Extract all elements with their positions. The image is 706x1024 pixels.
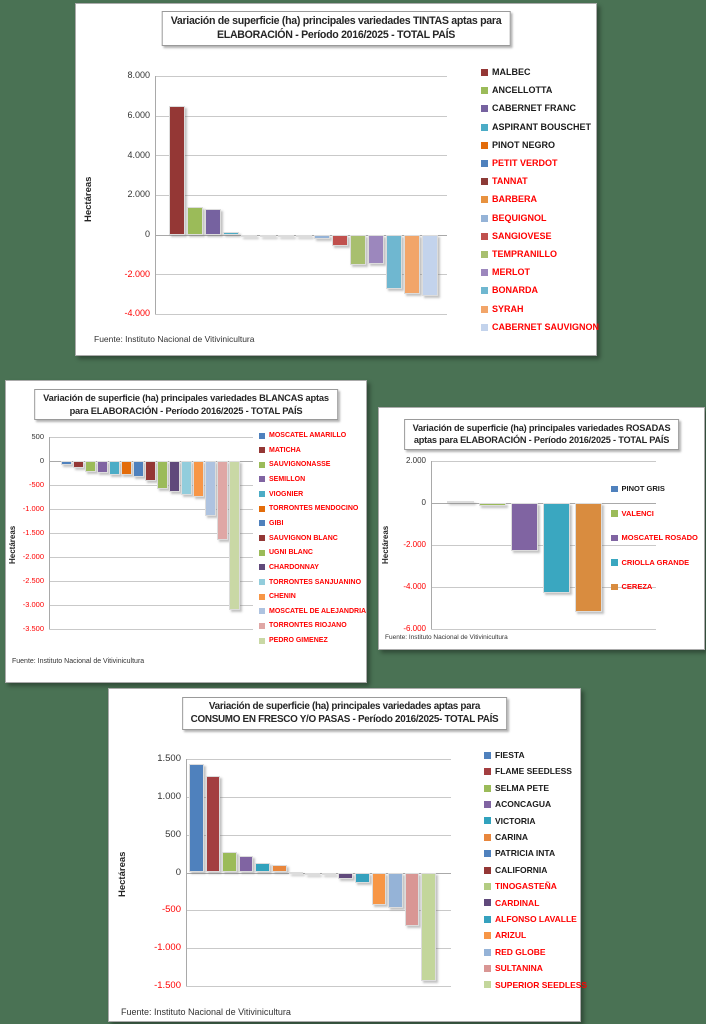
legend-item-merlot — [481, 268, 530, 277]
y-axis-line — [186, 759, 187, 986]
legend-label: PINOT NEGRO — [492, 139, 556, 150]
bar-sauvignon-blanc — [145, 461, 156, 481]
legend-swatch-icon — [611, 584, 618, 591]
legend-item-semillon — [259, 476, 305, 483]
legend-swatch-icon — [484, 949, 491, 956]
y-tick-label: 500 — [165, 828, 181, 840]
legend-label: PETIT VERDOT — [492, 158, 558, 168]
legend-swatch-icon — [484, 916, 491, 923]
chart-panel-blancas — [5, 380, 367, 683]
bar-gibi — [133, 461, 144, 477]
legend-label: VIOGNIER — [269, 490, 304, 498]
legend-item-california — [484, 866, 547, 875]
legend-label: MOSCATEL AMARILLO — [269, 432, 347, 439]
legend-swatch-icon — [259, 564, 265, 570]
bar-moscatel-amarillo — [61, 461, 72, 465]
bar-aspirant-bouschet — [223, 232, 239, 235]
gridline — [186, 986, 451, 987]
legend-swatch-icon — [481, 178, 488, 185]
y-axis-title: Hectáreas — [8, 525, 17, 564]
legend-label: MOSCATEL DE ALEJANDRIA — [269, 607, 367, 615]
legend-label: SAUVIGNONASSE — [269, 461, 331, 469]
legend-swatch-icon — [481, 269, 488, 276]
legend-label: TEMPRANILLO — [492, 249, 557, 259]
gridline — [186, 948, 451, 949]
gridline — [155, 155, 447, 156]
bar-sangiovese — [332, 235, 348, 246]
legend-swatch-icon — [259, 520, 265, 526]
legend-swatch-icon — [484, 965, 491, 972]
y-tick-label: 2.000 — [405, 456, 426, 466]
legend-label: ANCELLOTTA — [492, 85, 553, 96]
chart-title-line: para ELABORACIÓN - Período 2016/2025 - TOTAL PAÍS — [69, 405, 303, 416]
legend-item-pedro-gimenez — [259, 637, 328, 644]
legend-swatch-icon — [259, 608, 265, 614]
legend-swatch-icon — [481, 196, 488, 203]
y-tick-label: -2.000 — [22, 552, 44, 562]
chart-title — [404, 419, 680, 450]
legend-label: CHARDONNAY — [269, 563, 319, 571]
legend-item-pinot-gris — [611, 485, 665, 493]
chart-title — [182, 697, 508, 730]
bar-sauvignonasse — [85, 461, 96, 472]
legend-swatch-icon — [259, 506, 265, 512]
legend-swatch-icon — [611, 535, 618, 542]
bar-syrah — [404, 235, 420, 295]
legend-item-flame-seedless — [484, 767, 572, 776]
legend-item-sauvignon-blanc — [259, 535, 338, 542]
legend-label: SUPERIOR SEEDLESS — [495, 979, 588, 990]
legend-item-petit-verdot — [481, 159, 558, 168]
legend-swatch-icon — [484, 867, 491, 874]
gridline — [49, 557, 253, 558]
gridline — [49, 629, 253, 630]
legend-label: ARIZUL — [495, 930, 527, 941]
legend-swatch-icon — [484, 899, 491, 906]
legend-swatch-icon — [259, 491, 265, 497]
bar-tinogasteña — [322, 873, 337, 875]
legend-item-red-globe — [484, 948, 546, 957]
gridline — [155, 195, 447, 196]
legend-item-moscatel-amarillo — [259, 432, 346, 439]
legend-swatch-icon — [611, 559, 618, 566]
chart-title-line: aptas para ELABORACIÓN - Período 2016/2025 - TOTAL PAÍS — [413, 435, 670, 446]
y-tick-label: -3.500 — [22, 624, 44, 634]
legend-item-bonarda — [481, 286, 538, 295]
gridline — [431, 629, 656, 630]
y-tick-label: -500 — [28, 480, 44, 490]
y-tick-label: -6.000 — [403, 624, 426, 634]
legend-swatch-icon — [259, 462, 265, 468]
source-note: Fuente: Instituto Nacional de Vitivinicultura — [12, 658, 145, 665]
legend-item-tinogasteña — [484, 882, 557, 891]
y-tick-label: 0 — [39, 456, 44, 466]
legend-item-aspirant-bouschet — [481, 123, 591, 132]
y-axis-line — [49, 437, 50, 629]
gridline — [155, 314, 447, 315]
legend-item-moscatel-de-alejandria — [259, 608, 366, 615]
bar-merlot — [368, 235, 384, 265]
y-tick-label: 6.000 — [127, 110, 150, 121]
legend-item-cabernet-franc — [481, 104, 576, 113]
chart-title-line: CONSUMO EN FRESCO Y/O PASAS - Período 2016/2025- TOTAL PAÍS — [190, 714, 499, 726]
legend-swatch-icon — [484, 801, 491, 808]
chart-panel-consumo — [108, 688, 588, 1022]
y-tick-label: -4.000 — [124, 308, 150, 319]
legend-label: MALBEC — [492, 67, 531, 77]
bar-sultanina — [405, 873, 420, 926]
gridline — [186, 835, 451, 836]
legend-label: TORRONTES SANJUANINO — [269, 578, 362, 586]
legend-swatch-icon — [481, 160, 488, 167]
bar-cereza — [575, 503, 602, 612]
bar-carina — [272, 865, 287, 873]
bar-criolla-grande — [543, 503, 570, 593]
legend-label: ACONCAGUA — [495, 799, 552, 810]
legend-label: CARINA — [495, 832, 529, 842]
bar-pinot-gris — [447, 501, 474, 503]
chart-panel-tintas — [75, 3, 600, 356]
legend-swatch-icon — [259, 535, 265, 541]
y-tick-label: -1.500 — [154, 980, 181, 992]
bar-torrontes-riojano — [217, 461, 228, 540]
legend-label: CEREZA — [621, 582, 653, 591]
legend-swatch-icon — [481, 233, 488, 240]
legend-item-torrontes-riojano — [259, 622, 347, 629]
legend-item-malbec — [481, 68, 531, 77]
y-tick-label: -1.000 — [154, 942, 181, 954]
legend-label: BEQUIGNOL — [492, 212, 547, 223]
legend-item-carina — [484, 833, 528, 842]
legend-item-sangiovese — [481, 232, 552, 241]
legend-item-moscatel-rosado — [611, 534, 698, 542]
legend-item-barbera — [481, 195, 537, 204]
legend-item-cabernet-sauvignon — [481, 323, 599, 332]
legend-label: CRIOLLA GRANDE — [621, 557, 690, 567]
gridline — [186, 759, 451, 760]
legend-label: BARBERA — [492, 194, 537, 205]
legend-label: TANNAT — [492, 176, 528, 187]
legend-label: SYRAH — [492, 303, 524, 314]
bar-pinot-negro — [241, 235, 257, 237]
legend-swatch-icon — [259, 433, 265, 439]
source-note: Fuente: Instituto Nacional de Vitivinicultura — [94, 334, 255, 344]
bar-superior-seedless — [421, 873, 436, 981]
legend-label: ALFONSO LAVALLE — [495, 914, 577, 924]
chart-title-line: Variación de superficie (ha) principales variedades BLANCAS aptas — [43, 393, 329, 403]
bar-valenci — [479, 503, 506, 506]
chart-title-line: Variación de superficie (ha) principales variedades aptas para — [208, 701, 481, 712]
legend-swatch-icon — [484, 850, 491, 857]
gridline — [49, 581, 253, 582]
legend-item-valenci — [611, 510, 654, 518]
gridline — [155, 116, 447, 117]
legend-swatch-icon — [481, 124, 488, 131]
bar-flame-seedless — [206, 776, 221, 872]
legend-item-alfonso-lavalle — [484, 915, 577, 924]
legend-item-selma-pete — [484, 784, 549, 793]
legend-label: PINOT GRIS — [621, 484, 665, 493]
legend-swatch-icon — [611, 510, 618, 517]
legend-item-patricia-inta — [484, 849, 555, 858]
legend-item-ugni-blanc — [259, 549, 313, 556]
legend-item-maticha — [259, 447, 301, 454]
y-tick-label: 0 — [421, 498, 426, 508]
bar-california — [305, 873, 320, 875]
legend-swatch-icon — [481, 105, 488, 112]
legend-item-bequignol — [481, 214, 547, 223]
legend-label: SEMILLON — [269, 475, 306, 483]
bar-moscatel-rosado — [511, 503, 538, 551]
bar-red-globe — [388, 873, 403, 909]
y-tick-label: -1.500 — [22, 528, 44, 538]
y-tick-label: -2.000 — [124, 268, 150, 279]
bar-chenin — [193, 461, 204, 497]
bar-semillon — [97, 461, 108, 473]
legend-item-sauvignonasse — [259, 461, 330, 468]
bar-tempranillo — [350, 235, 366, 266]
legend-item-sultanina — [484, 964, 543, 973]
bar-patricia-inta — [289, 872, 304, 874]
legend-swatch-icon — [259, 447, 265, 453]
bar-chardonnay — [169, 461, 180, 492]
legend-swatch-icon — [484, 932, 491, 939]
legend-label: CARDINAL — [495, 897, 540, 908]
y-tick-label: 0 — [175, 866, 181, 878]
legend-swatch-icon — [259, 550, 265, 556]
y-tick-label: -1.000 — [22, 504, 44, 514]
legend-swatch-icon — [484, 785, 491, 792]
legend-swatch-icon — [259, 594, 265, 600]
gridline — [186, 797, 451, 798]
legend-label: MATICHA — [269, 446, 301, 454]
chart-panel-rosadas — [378, 407, 705, 650]
bar-alfonso-lavalle — [355, 873, 370, 884]
legend-label: PEDRO GIMENEZ — [269, 637, 328, 645]
bar-selma-pete — [222, 852, 237, 872]
legend-item-cardinal — [484, 899, 539, 908]
legend-item-chenin — [259, 593, 296, 600]
legend-label: TORRONTES RIOJANO — [269, 622, 347, 630]
y-axis-line — [431, 461, 432, 629]
legend-label: CABERNET FRANC — [492, 103, 576, 114]
bar-arizul — [372, 873, 387, 906]
legend-swatch-icon — [484, 768, 491, 775]
bar-bequignol — [314, 235, 330, 239]
bar-pedro-gimenez — [229, 461, 240, 610]
legend-item-tempranillo — [481, 250, 557, 259]
y-axis-line — [155, 76, 156, 314]
legend-swatch-icon — [484, 834, 491, 841]
legend-swatch-icon — [481, 324, 488, 331]
legend-label: CABERNET SAUVIGNON — [492, 321, 600, 332]
bar-viognier — [109, 461, 120, 475]
legend-swatch-icon — [481, 215, 488, 222]
legend-label: CHENIN — [269, 593, 296, 601]
gridline — [49, 437, 253, 438]
bar-moscatel-de-alejandria — [205, 461, 216, 516]
legend-swatch-icon — [481, 306, 488, 313]
bar-cabernet-sauvignon — [422, 235, 438, 297]
legend-item-syrah — [481, 305, 524, 314]
bar-bonarda — [386, 235, 402, 290]
legend-item-aconcagua — [484, 800, 551, 809]
bar-victoria — [255, 863, 270, 872]
legend-item-chardonnay — [259, 564, 319, 571]
gridline — [155, 274, 447, 275]
legend-label: SULTANINA — [495, 963, 543, 974]
gridline — [431, 461, 656, 462]
legend-item-victoria — [484, 817, 535, 826]
legend-swatch-icon — [481, 287, 488, 294]
bar-fiesta — [189, 764, 204, 872]
legend-item-fiesta — [484, 751, 525, 760]
legend-swatch-icon — [259, 476, 265, 482]
legend-label: FIESTA — [495, 750, 525, 760]
legend-item-cereza — [611, 583, 652, 591]
bar-cardinal — [338, 873, 353, 880]
legend-item-viognier — [259, 491, 303, 498]
legend-item-torrontes-mendocino — [259, 505, 358, 512]
legend-label: RED GLOBE — [495, 946, 546, 957]
legend-swatch-icon — [484, 817, 491, 824]
legend-swatch-icon — [484, 752, 491, 759]
legend-swatch-icon — [259, 623, 265, 629]
gridline — [155, 76, 447, 77]
legend-item-torrontes-sanjuanino — [259, 579, 361, 586]
y-tick-label: -4.000 — [403, 582, 426, 592]
legend-swatch-icon — [481, 69, 488, 76]
y-tick-label: -2.500 — [22, 576, 44, 586]
legend-label: FLAME SEEDLESS — [495, 766, 572, 777]
source-note: Fuente: Instituto Nacional de Vitivinicultura — [385, 634, 508, 641]
bar-cabernet-franc — [205, 209, 221, 235]
legend-label: SAUVIGNON BLANC — [269, 534, 338, 542]
legend-item-tannat — [481, 177, 528, 186]
bar-barbera — [296, 235, 312, 238]
bar-maticha — [73, 461, 84, 468]
chart-title-line: Variación de superficie (ha) principales variedades TINTAS aptas para — [170, 15, 502, 27]
legend-label: GIBI — [269, 519, 284, 527]
y-tick-label: -3.000 — [22, 600, 44, 610]
legend-label: TINOGASTEÑA — [495, 881, 557, 892]
y-tick-label: -500 — [161, 904, 181, 916]
bar-torrontes-sanjuanino — [181, 461, 192, 495]
legend-item-gibi — [259, 520, 283, 527]
chart-title-line: ELABORACIÓN - Período 2016/2025 - TOTAL PAÍS — [217, 29, 455, 42]
bar-ugni-blanc — [157, 461, 168, 489]
source-note: Fuente: Instituto Nacional de Vitivinicultura — [121, 1007, 291, 1017]
chart-title — [34, 389, 338, 420]
legend-swatch-icon — [481, 142, 488, 149]
legend-swatch-icon — [259, 638, 265, 644]
y-tick-label: 8.000 — [127, 70, 150, 81]
legend-label: MERLOT — [492, 267, 530, 278]
legend-label: TORRONTES MENDOCINO — [269, 505, 359, 513]
legend-label: BONARDA — [492, 285, 538, 296]
y-axis-title: Hectáreas — [83, 176, 94, 222]
legend-label: PATRICIA INTA — [495, 848, 556, 859]
legend-swatch-icon — [484, 883, 491, 890]
y-tick-label: 500 — [31, 432, 44, 442]
legend-item-superior-seedless — [484, 981, 587, 990]
legend-swatch-icon — [259, 579, 265, 585]
legend-swatch-icon — [481, 251, 488, 258]
bar-petit-verdot — [260, 235, 276, 237]
y-tick-label: 0 — [144, 229, 150, 240]
bar-malbec — [169, 106, 185, 235]
legend-item-criolla-grande — [611, 559, 689, 567]
y-axis-title: Hectáreas — [117, 851, 128, 897]
legend-item-ancellotta — [481, 86, 552, 95]
y-tick-label: 1.000 — [157, 790, 181, 802]
bar-ancellotta — [187, 207, 203, 235]
gridline — [49, 605, 253, 606]
bar-tannat — [278, 235, 294, 237]
legend-label: MOSCATEL ROSADO — [621, 533, 698, 542]
legend-swatch-icon — [611, 486, 618, 493]
y-tick-label: 4.000 — [127, 149, 150, 160]
legend-label: CALIFORNIA — [495, 864, 548, 875]
legend-label: SELMA PETE — [495, 782, 549, 793]
legend-swatch-icon — [484, 981, 491, 988]
chart-title — [162, 11, 511, 46]
legend-label: ASPIRANT BOUSCHET — [492, 121, 592, 132]
legend-label: UGNI BLANC — [269, 549, 313, 557]
chart-title-line: Variación de superficie (ha) principales variedades ROSADAS — [412, 423, 671, 433]
legend-swatch-icon — [481, 87, 488, 94]
bar-aconcagua — [239, 856, 254, 872]
y-tick-label: 1.500 — [157, 753, 181, 765]
y-tick-label: -2.000 — [403, 540, 426, 550]
legend-label: SANGIOVESE — [492, 230, 552, 241]
y-axis-title: Hectáreas — [381, 525, 390, 564]
legend-item-arizul — [484, 931, 526, 940]
y-tick-label: 2.000 — [127, 189, 150, 200]
bar-torrontes-mendocino — [121, 461, 132, 475]
legend-label: VICTORIA — [495, 815, 536, 826]
legend-item-pinot-negro — [481, 141, 555, 150]
legend-label: VALENCI — [621, 508, 654, 518]
